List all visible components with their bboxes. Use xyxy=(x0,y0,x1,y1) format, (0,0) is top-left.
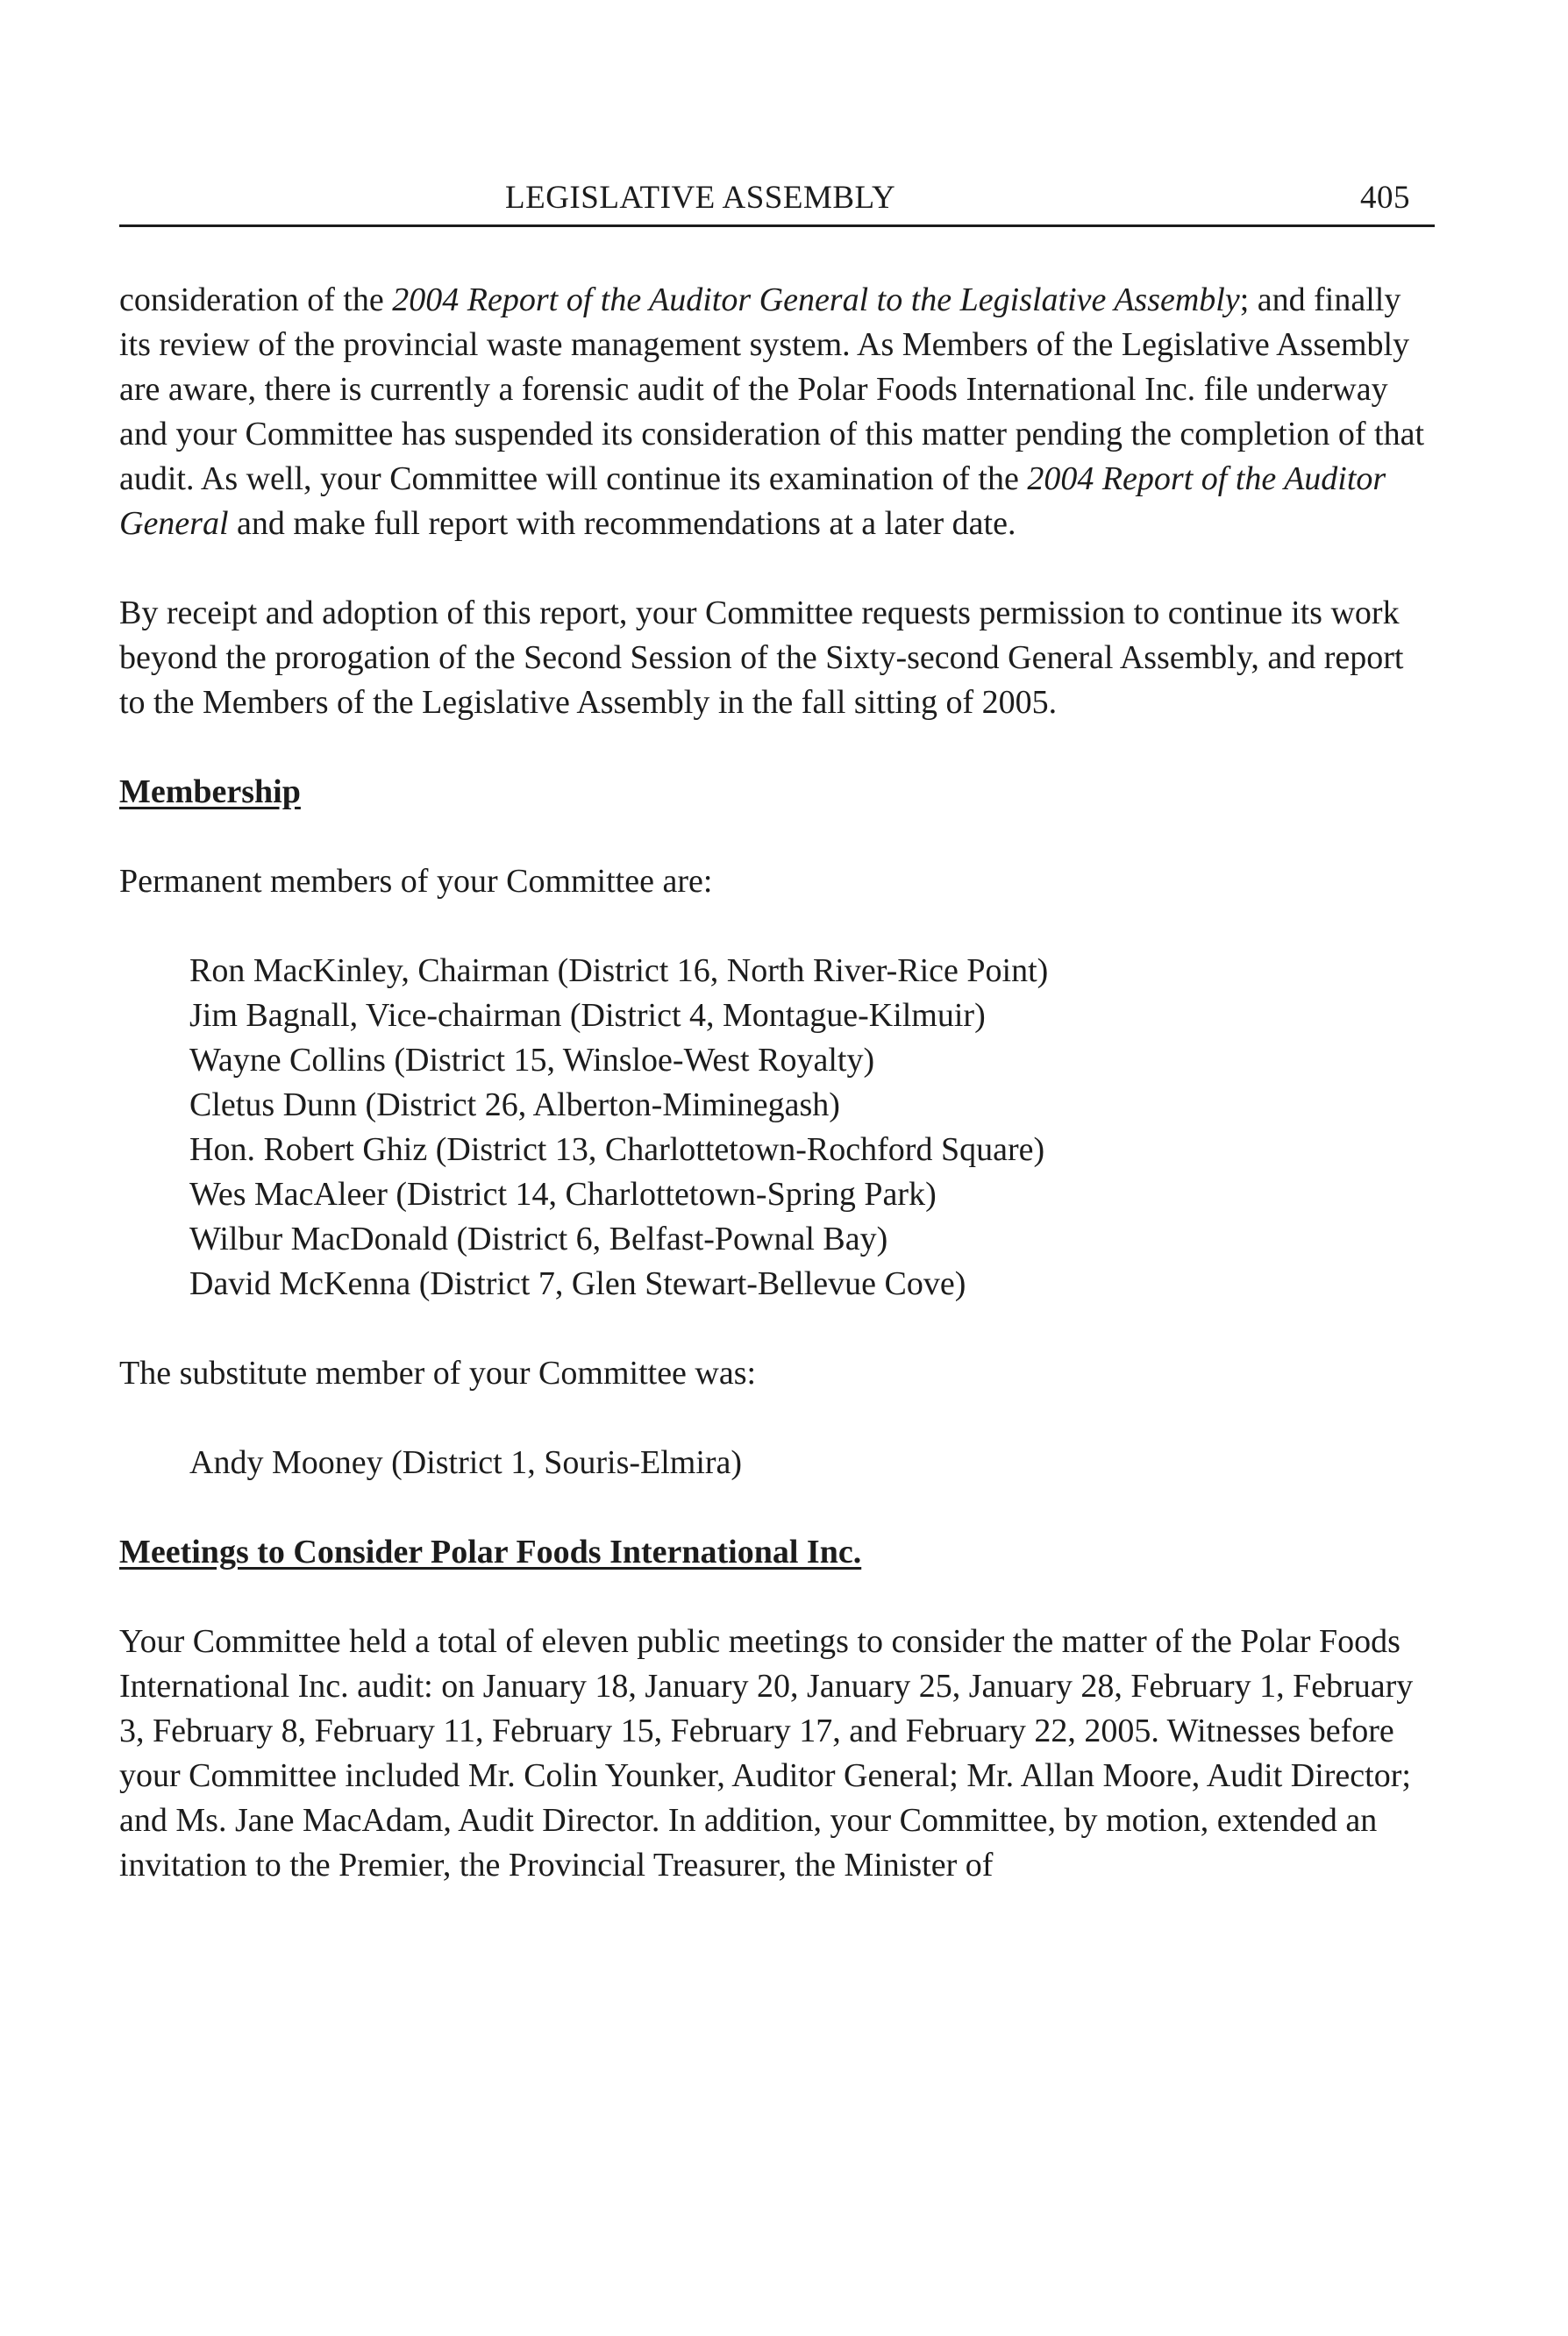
committee-request-paragraph: By receipt and adoption of this report, your Committee requests permission to continue its work beyond the prorogation of the Second Session of the Sixty-second General Assembly, and report to the Members of the Legislative Assembly in the fall sitting of 2005. xyxy=(119,595,1404,721)
report-title-italic: 2004 Report of the Auditor General to the Legislative Assembly xyxy=(392,281,1240,318)
meetings-heading: Meetings to Consider Polar Foods International Inc. xyxy=(119,1534,862,1570)
member-item: Ron MacKinley, Chairman (District 16, North River-Rice Point) xyxy=(189,952,1049,989)
page-number: 405 xyxy=(1360,180,1410,216)
intro-text-1: consideration of the xyxy=(119,281,393,318)
document-page xyxy=(119,175,1435,1888)
intro-text-3: and make full report with recommendations at a later date. xyxy=(228,505,1016,542)
member-item: Wayne Collins (District 15, Winsloe-West Royalty) xyxy=(189,1042,875,1079)
member-item: Hon. Robert Ghiz (District 13, Charlottetown-Rochford Square) xyxy=(189,1131,1045,1168)
member-item: Wilbur MacDonald (District 6, Belfast-Pownal Bay) xyxy=(189,1221,888,1257)
substitute-member-item: Andy Mooney (District 1, Souris-Elmira) xyxy=(189,1444,743,1481)
header-title: LEGISLATIVE ASSEMBLY xyxy=(505,180,896,216)
meetings-paragraph: Your Committee held a total of eleven public meetings to consider the matter of the Polar Foods International Inc. audit: on January 18, January 20, January 25, January 28, February 1, February 3, February 8, February 11, February 15, February 17, and February 22, 2005. Witnesses before your Committee included Mr. Colin Younker, Auditor General; Mr. Allan Moore, Audit Director; and Ms. Jane MacAdam, Audit Director. In addition, your Committee, by motion, extended an invitation to the Premier, the Provincial Treasurer, the Minister of xyxy=(119,1623,1414,1884)
substitute-member-intro: The substitute member of your Committee was: xyxy=(119,1355,757,1392)
member-item: Jim Bagnall, Vice-chairman (District 4, Montague-Kilmuir) xyxy=(189,997,986,1034)
permanent-members-intro: Permanent members of your Committee are: xyxy=(119,863,713,900)
substitute-member-list xyxy=(119,1441,1435,1485)
report-title-italic-short: 2004 Report of the Auditor General xyxy=(119,460,1386,542)
intro-text-2: ; and finally its review of the provincial waste management system. As Members of the Legislative Assembly are aware, there is currently a forensic audit of the Polar Foods International Inc. file underway and your Committee has suspended its consideration of this matter pending the completion of that audit. As well, your Committee will continue its examination of the xyxy=(119,281,1425,497)
running-header xyxy=(119,175,1435,227)
member-item: Cletus Dunn (District 26, Alberton-Miminegash) xyxy=(189,1086,840,1123)
intro-paragraph xyxy=(119,278,1435,546)
membership-heading: Membership xyxy=(119,773,301,810)
permanent-member-list xyxy=(119,949,1435,1307)
member-item: Wes MacAleer (District 14, Charlottetown-Spring Park) xyxy=(189,1176,937,1213)
member-item: David McKenna (District 7, Glen Stewart-Bellevue Cove) xyxy=(189,1265,966,1302)
